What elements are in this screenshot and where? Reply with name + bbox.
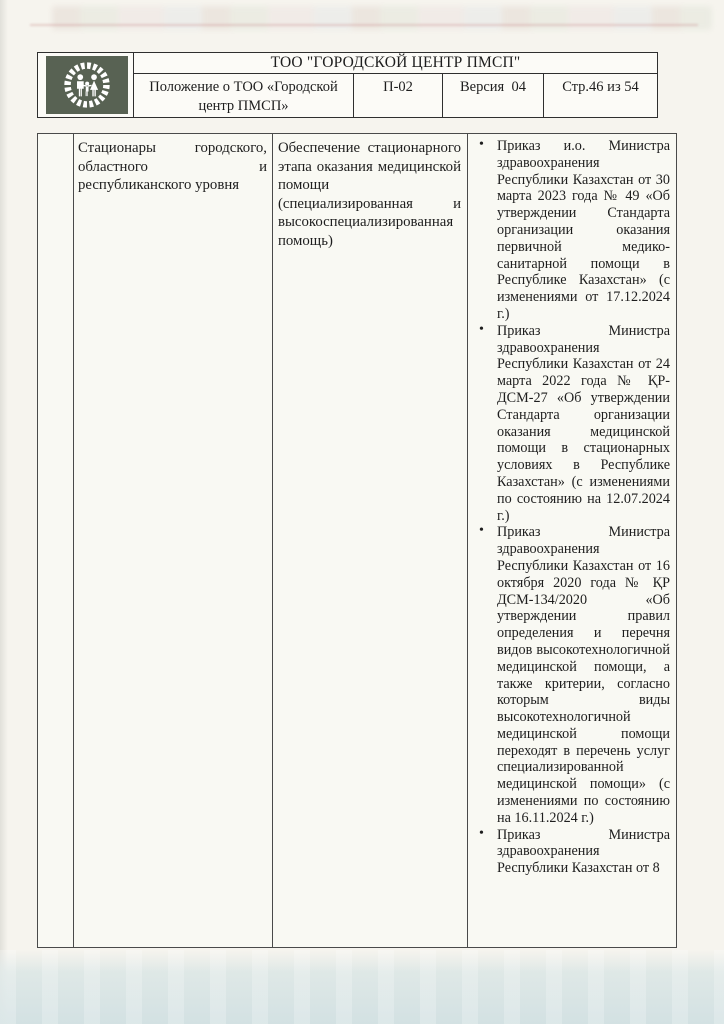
doc-version-cell: Версия 04: [443, 74, 544, 117]
org-logo: [46, 56, 128, 114]
source-item-text: Приказ и.о. Министра здравоохранения Республики Казахстан от 30 марта 2023 года № 49 «Об утверждении Стандарта организации оказания первичной медико-санитарной помощи в Республике Казахстан» (с изменениями от 17.12.2024 г.): [497, 138, 670, 322]
top-scan-artifact-line: [30, 24, 698, 26]
header-table: [37, 52, 658, 118]
source-item: [468, 138, 670, 323]
bullet-icon: •: [479, 825, 484, 841]
header-info-row: [134, 74, 657, 117]
page-number-cell: Стр.46 из 54: [562, 79, 639, 95]
source-item-text: Приказ Министра здравоохранения Республики Казахстан от 16 октября 2020 года № ҚР ДСМ-134/2020 «Об утверждении правил определения и перечня видов высокотехнологичной медицинской помощи, а также критерии, согласно которым виды высокотехнологичной медицинской помощи переходят в перечень услуг специализированной медицинской помощи» (с изменениями по состоянию на 16.11.2024 г.): [497, 524, 670, 826]
doc-title-cell: Положение о ТОО «Городской центр ПМСП»: [134, 74, 354, 117]
source-item-text: Приказ Министра здравоохранения Республики Казахстан от 24 марта 2022 года № ҚР-ДСМ-27 «Об утверждении Стандарта организации оказания медицинской помощи в стационарных условиях в Республике Казахстан» (с изменениями по состоянию на 12.07.2024 г.): [497, 322, 670, 524]
org-title: ТОО "ГОРОДСКОЙ ЦЕНТР ПМСП": [134, 53, 657, 74]
source-item: [468, 524, 670, 826]
bottom-scan-artifact: [0, 950, 724, 1024]
doc-code-cell: П-02: [354, 74, 443, 117]
source-item-text: Приказ Министра здравоохранения Республики Казахстан от 8: [497, 826, 670, 877]
header-right-block: [134, 53, 657, 117]
top-scan-artifact: [52, 6, 712, 30]
function-text: Обеспечение стационарного этапа оказания медицинской помощи (специализированная и высокоспециализированная помощь): [278, 140, 461, 249]
bullet-icon: •: [479, 321, 484, 337]
row-number-cell: [38, 134, 74, 947]
bullet-icon: •: [479, 523, 484, 539]
facility-level-cell: [74, 134, 273, 947]
source-item: [468, 323, 670, 525]
facility-level-text: Стационары городского, областного и республиканского уровня: [78, 140, 267, 194]
source-item: [468, 827, 670, 877]
function-cell: [273, 134, 468, 947]
bullet-icon: •: [479, 137, 484, 152]
logo-cell: [38, 53, 134, 117]
left-scan-edge: [0, 0, 8, 1024]
sources-cell: [468, 134, 676, 947]
content-table: [37, 133, 677, 948]
family-emblem-icon: [60, 58, 114, 112]
